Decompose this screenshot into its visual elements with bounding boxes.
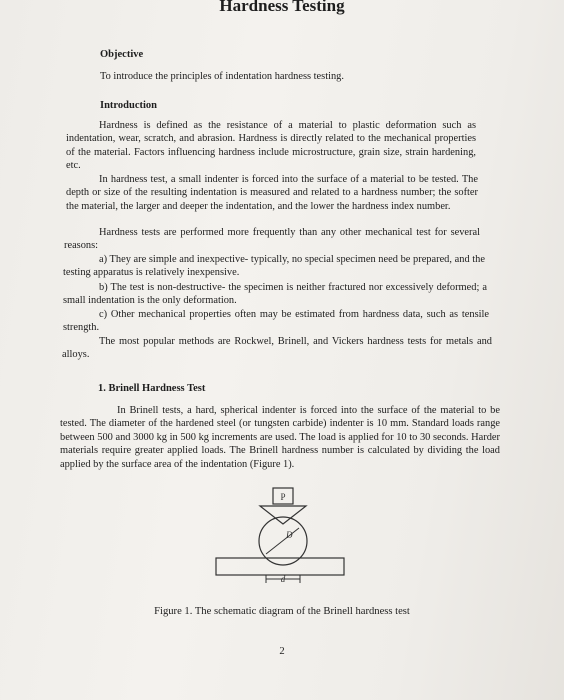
reason-c: c) Other mechanical properties often may be estimated from hardness data, such as tensile strength. (63, 309, 489, 334)
indenter-holder (260, 506, 306, 524)
figure-caption: Figure 1. The schematic diagram of the Brinell hardness test (154, 606, 410, 617)
intro-paragraph-3: Hardness tests are performed more frequently than any other mechanical test for several reasons: (64, 227, 480, 252)
reason-b: b) The test is non-destructive- the specimen is neither fractured nor excessively deformed; a small indentation is the only deformation. (63, 282, 487, 307)
ball-diameter-label: D (286, 530, 293, 540)
objective-text: To introduce the principles of indentation hardness testing. (100, 71, 344, 82)
page-number: 2 (279, 646, 285, 657)
specimen-block (216, 558, 344, 575)
diameter-line (266, 528, 299, 554)
methods-paragraph: The most popular methods are Rockwel, Brinell, and Vickers hardness tests for metals and alloys. (62, 336, 492, 361)
indentation-width-label: d (280, 574, 286, 584)
brinell-paragraph: In Brinell tests, a hard, spherical indenter is forced into the surface of the material to be tested. The diameter of the hardened steel (or tungsten carbide) indenter is 10 mm. Standard loads range between 500 and 3000 kg in 500 kg increments are used. The load is applied for 10 to 30 seconds. Harder materials require greater applied loads. The Brinell hardness number is calculated by dividing the load applied by the surface area of the indentation (Figure 1). (60, 405, 500, 470)
introduction-heading: Introduction (100, 100, 157, 111)
page-title: Hardness Testing (219, 0, 345, 15)
reason-a: a) They are simple and inexpective- typically, no special specimen need be prepared, and the testing apparatus is relatively inexpensive. (63, 254, 485, 279)
section-1-heading: 1. Brinell Hardness Test (98, 383, 206, 394)
brinell-test-diagram (210, 486, 350, 594)
intro-paragraph-1: Hardness is defined as the resistance of a material to plastic deformation such as indentation, wear, scratch, and abrasion. Hardness is directly related to the mechanical properties of the material. Factors influencing hardness include microstructure, grain size, strain hardening, etc. (66, 120, 476, 172)
objective-heading: Objective (100, 49, 144, 60)
load-label: P (280, 492, 286, 502)
intro-paragraph-2: In hardness test, a small indenter is forced into the surface of a material to be tested. The depth or size of the resulting indentation is measured and related to a hardness number; the softer the material, the larger and deeper the indentation, and the lower the hardness index number. (66, 174, 478, 212)
